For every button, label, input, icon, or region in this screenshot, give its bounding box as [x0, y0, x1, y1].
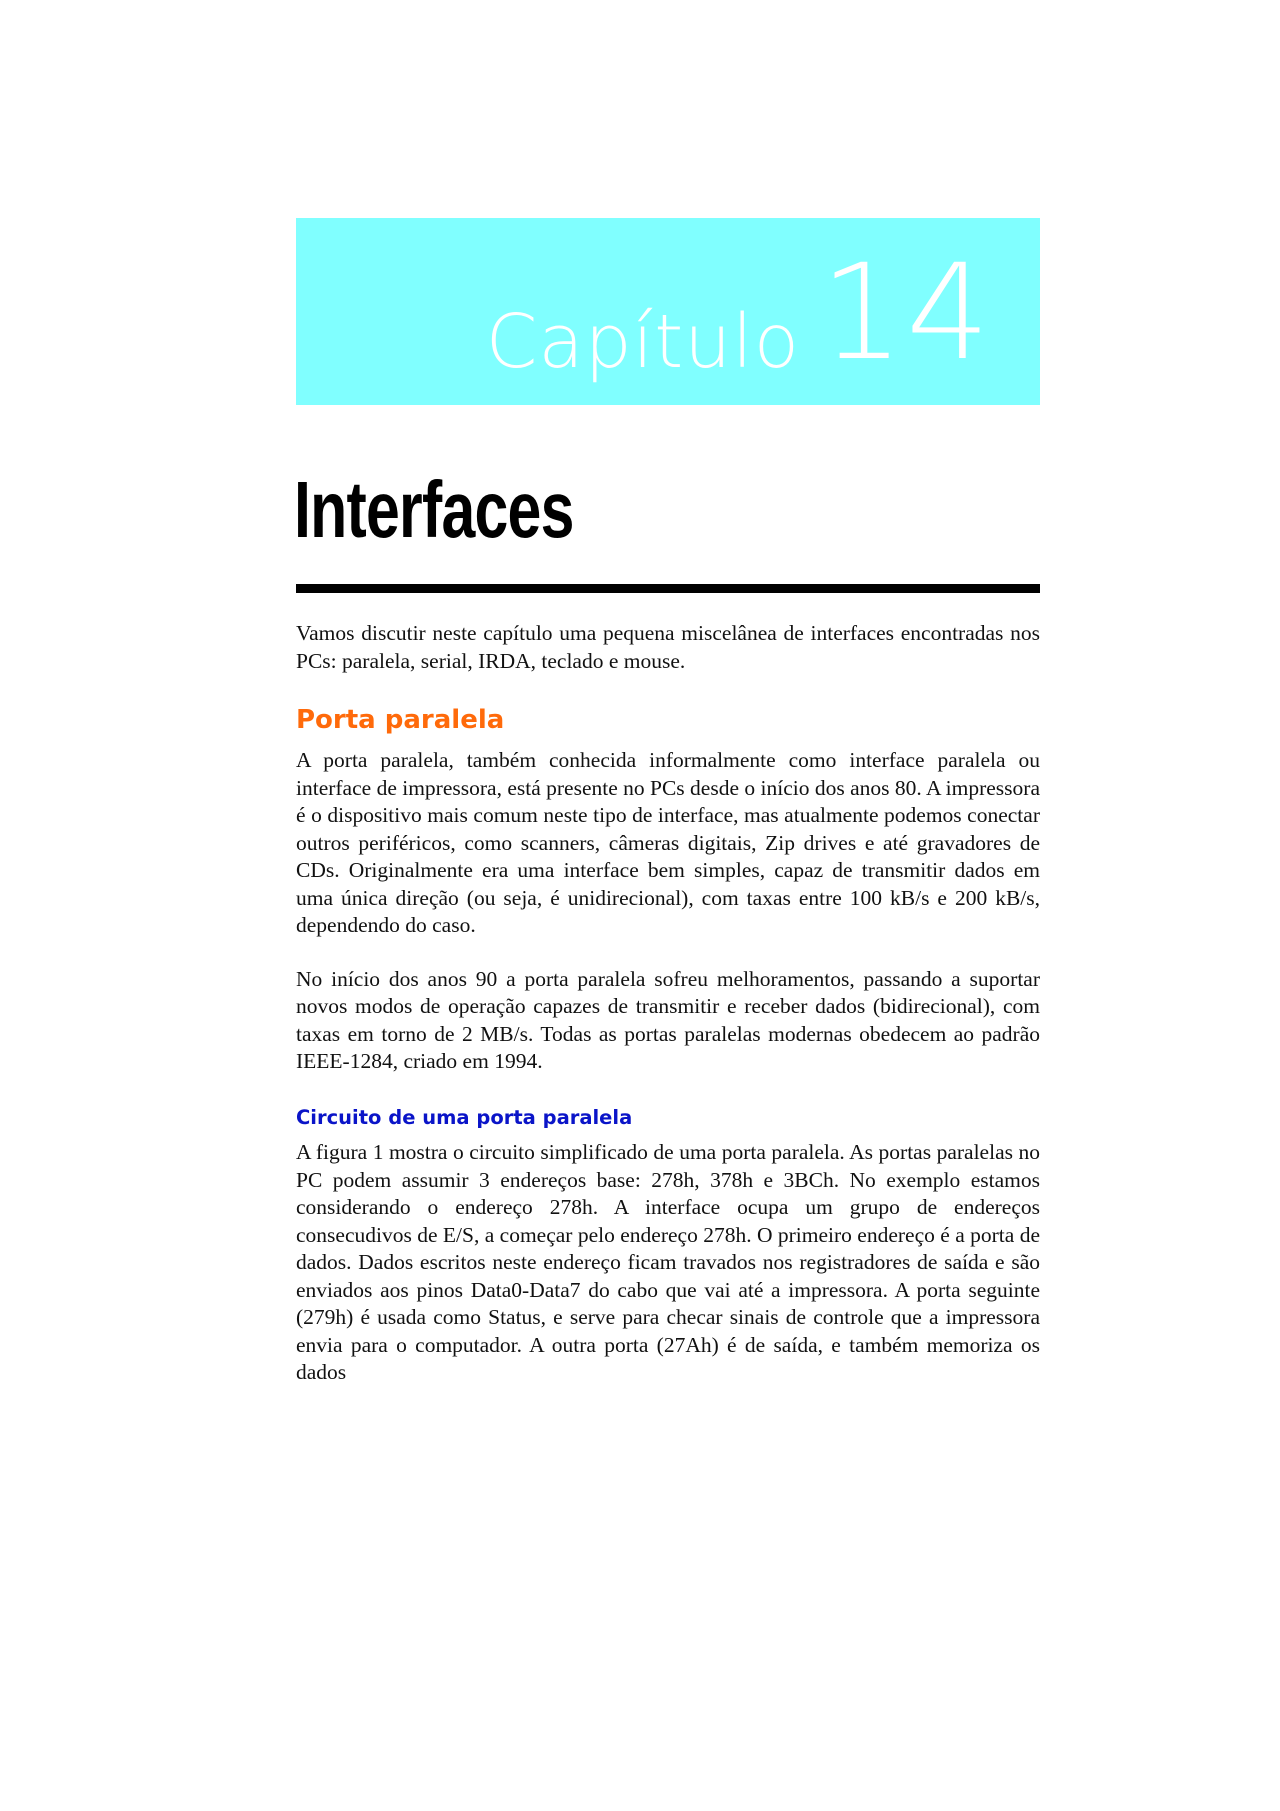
section-paragraph-2: No início dos anos 90 a porta paralela sofreu melhoramentos, passando a suportar novos modos de operação capazes de transmitir e receber dados (bidirecional), com taxas em torno de 2 MB/s. Todas as portas paralelas modernas obedecem ao padrão IEEE-1284, criado em 1994. [296, 966, 1040, 1073]
chapter-label: Capítulo [485, 299, 800, 385]
page-content [296, 620, 1040, 1387]
chapter-number: 14 [820, 236, 992, 390]
chapter-title: Interfaces [294, 465, 574, 554]
subsection-paragraph: A figura 1 mostra o circuito simplificado de uma porta paralela. As portas paralelas no PC podem assumir 3 endereços base: 278h, 378h e 3BCh. No exemplo estamos considerando o endereço 278h. A interface ocupa um grupo de endereços consecudivos de E/S, a começar pelo endereço 278h. O primeiro endereço é a porta de dados. Dados escritos neste endereço ficam travados nos registradores de saída e são enviados aos pinos Data0-Data7 do cabo que vai até a impressora. A porta seguinte (279h) é usada como Status, e serve para checar sinais de controle que a impressora envia para o computador. A outra porta (27Ah) é de saída, e também memoriza os dados [296, 1140, 1040, 1384]
section-heading: Porta paralela [296, 705, 505, 735]
section-paragraph-1: A porta paralela, também conhecida informalmente como interface paralela ou interface de impressora, está presente no PCs desde o início dos anos 80. A impressora é o dispositivo mais comum neste tipo de interface, mas atualmente podemos conectar outros periféricos, como scanners, câmeras digitais, Zip drives e até gravadores de CDs. Originalmente era uma interface bem simples, capaz de transmitir dados em uma única direção (ou seja, é unidirecional), com taxas entre 100 kB/s e 200 kB/s, dependendo do caso. [296, 748, 1040, 937]
intro-paragraph: Vamos discutir neste capítulo uma pequena miscelânea de interfaces encontradas nos PCs: paralela, serial, IRDA, teclado e mouse. [296, 621, 1040, 673]
title-rule [296, 584, 1040, 593]
subsection-heading: Circuito de uma porta paralela [296, 1105, 633, 1129]
chapter-banner [296, 218, 1040, 405]
